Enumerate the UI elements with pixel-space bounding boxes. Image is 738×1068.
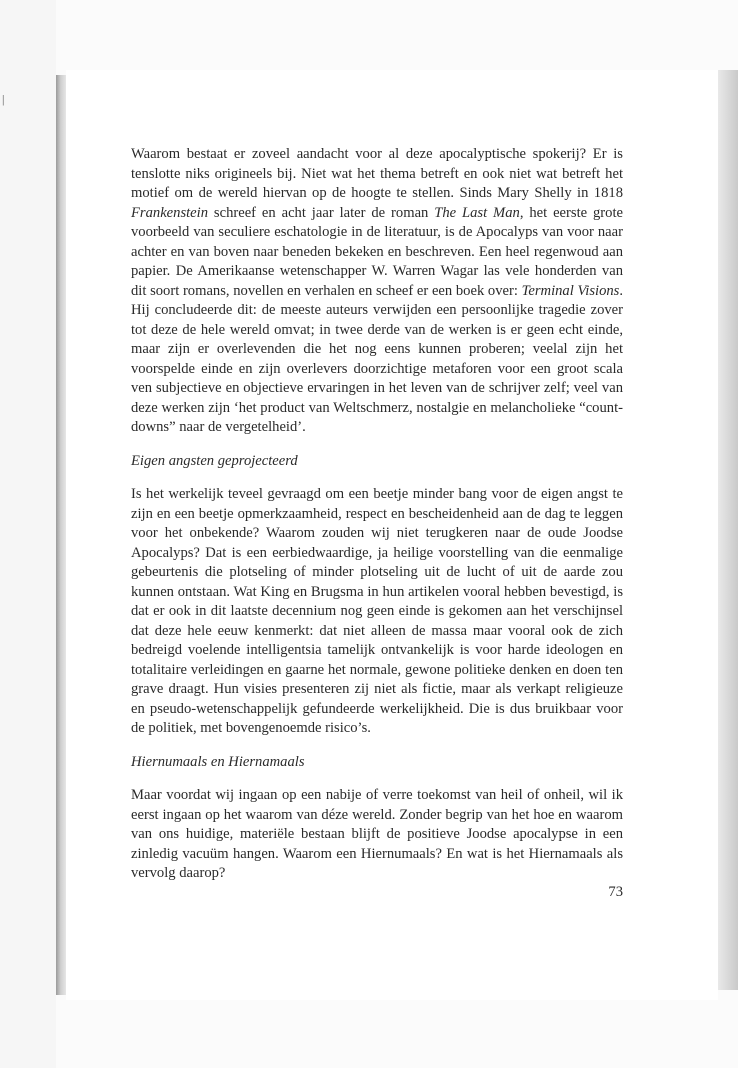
body-paragraph (131, 786, 623, 884)
text-run: . Hij concludeerde dit: de meeste auteurs verwijden een persoonlijke tragedie zover tot deze de hele wereld omvat; in twee derde van de werken is er geen echt einde, maar zijn er overlevenden die het nog eens kunnen proberen; veelal zijn het voorspelde einde en zijn overlevers doorzichtige metaforen voor een groot scala ven subjectieve en objectieve ervaringen in het leven van de schrijver zelf; veel van deze werken zijn ‘het product van Weltschmerz, nostalgie en melancholieke “count-downs” naar de vergetelheid’. (131, 282, 623, 435)
section-heading: Hiernumaals en Hiernamaals (131, 753, 305, 770)
page-body-text (131, 145, 623, 884)
text-run: Waarom bestaat er zoveel aandacht voor al deze apocalyptische spokerij? Er is tenslotte niks origineels bij. Niet wat het thema betreft en ook niet wat betreft het motief om de wereld hiervan op de hoogte te stellen. Sinds Mary Shelly in 1818 (131, 146, 623, 201)
facing-page-bleed-marks: | (2, 92, 5, 106)
text-run: Is het werkelijk teveel gevraagd om een beetje minder bang voor de eigen angst te zijn en een beetje opmerkzaamheid, respect en bescheidenheid aan de dag te leggen voor het onbekende? Waarom zouden wij niet terugkeren naar de oude Joodse Apocalyps? Dat is een eerbiedwaardige, ja heilige voorstelling van die eenmalige gebeurtenis die plotseling of minder plotseling uit de lucht of uit de aarde zou kunnen ontstaan. Wat King en Brugsma in hun artikelen vooral hebben bevestigd, is dat er ook in dit laatste decennium nog geen einde is gekomen aan het verschijnsel dat deze hele eeuw kenmerkt: dat niet alleen de massa maar vooral ook de zich bedreigd voelende intelligentsia tamelijk ontvankelijk is voor harde ideologen en totalitaire verleidingen en gaarne het normale, gewone politieke denken en doen ten grave draagt. Hun visies presenteren zij niet als fictie, maar als verkapt religieuze en pseudo-wetenschappelijk gefundeerde werkelijkheid. Die is dus bruikbaar voor de politiek, met bovengenoemde risico’s. (131, 486, 623, 736)
body-paragraph (131, 145, 623, 438)
section-heading: Eigen angsten geprojecteerd (131, 452, 298, 469)
text-run: Maar voordat wij ingaan op een nabije of verre toekomst van heil of onheil, wil ik eerst ingaan op het waarom van déze wereld. Zonder begrip van het hoe en waarom van ons huidige, materiële bestaan blijft de positieve Joodse apocalypse in een zinledig vacuüm hangen. Waarom een Hiernumaals? En wat is het Hiernamaals als vervolg daarop? (131, 787, 623, 881)
italic-title-run: Terminal Visions (521, 282, 620, 299)
text-run: schreef en acht jaar later de roman (208, 204, 435, 221)
page-edge-shadow (718, 70, 738, 990)
page-number: 73 (608, 884, 623, 900)
body-paragraph (131, 485, 623, 739)
italic-title-run: The Last Man (434, 204, 520, 221)
text-run: , het eerste grote voorbeeld van seculiere eschatologie in de literatuur, is de Apocalyps van voor naar achter en van boven naar beneden bekeken en beschreven. Een heel regenwoud aan papier. De Amerikaanse wetenschapper W. Warren Wagar las vele honderden van dit soort romans, novellen en verhalen en scheef er een boek over: (131, 204, 623, 299)
italic-title-run: Frankenstein (131, 204, 209, 221)
